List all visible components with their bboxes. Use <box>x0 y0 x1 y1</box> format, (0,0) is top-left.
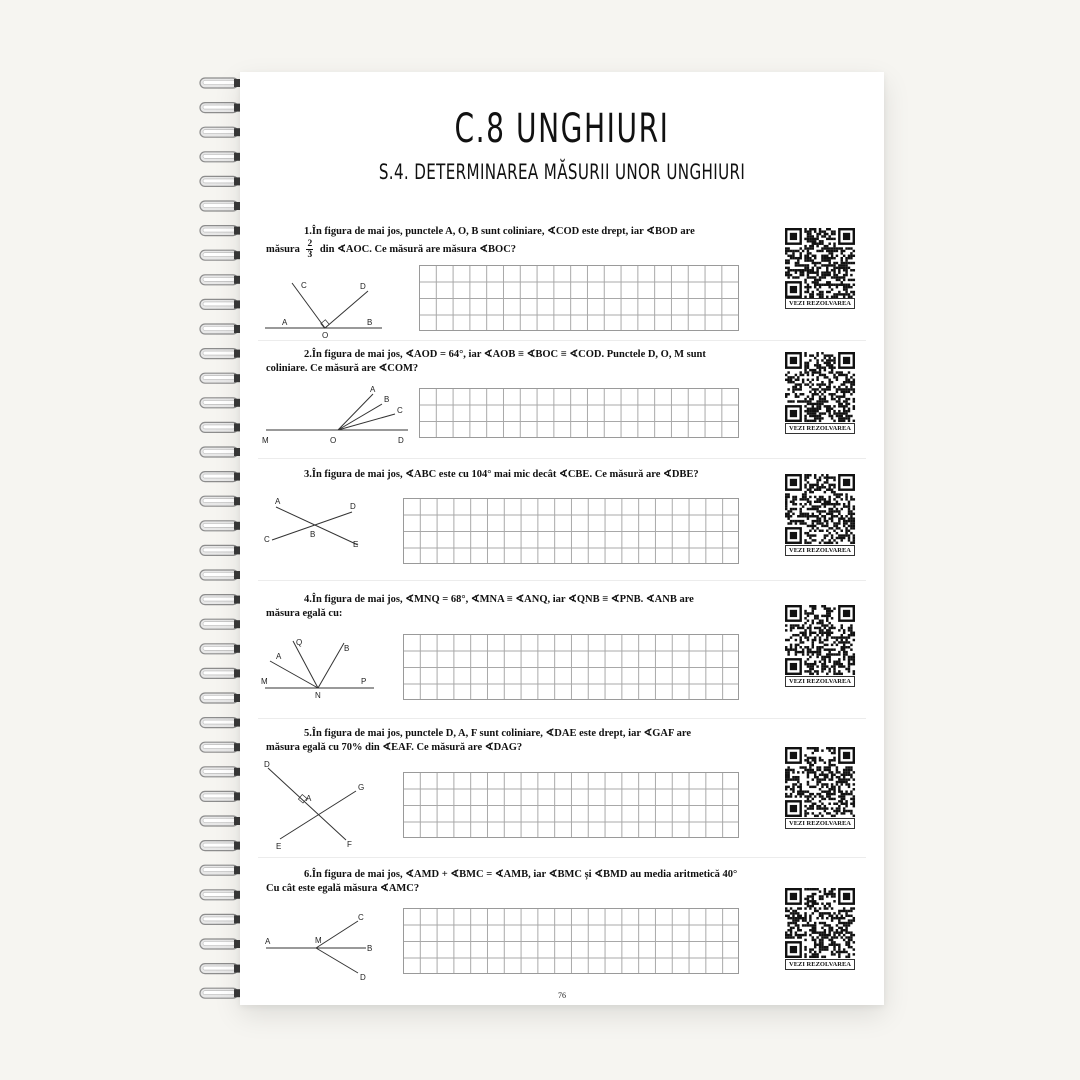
exercise-6-line2: Cu cât este egală măsura ∢AMC? <box>266 883 420 894</box>
binding-ring <box>200 742 240 752</box>
binding-ring <box>200 299 240 309</box>
binding-ring <box>200 250 240 260</box>
exercise-4-figure <box>260 633 380 713</box>
binding-ring <box>200 447 240 457</box>
point-label-F: F <box>347 840 352 849</box>
binding-ring <box>200 521 240 531</box>
point-label-E: E <box>353 540 359 549</box>
separator <box>258 857 866 858</box>
point-label-A: A <box>265 937 271 946</box>
exercise-3-line1: 3.În figura de mai jos, ∢ABC este cu 104° mai mic decât ∢CBE. Ce măsură are ∢DBE? <box>304 469 699 480</box>
binding-ring <box>200 865 240 875</box>
exercise-4 <box>240 593 884 718</box>
exercise-1-answer-grid[interactable] <box>419 265 739 331</box>
point-label-B: B <box>384 395 390 404</box>
qr-label[interactable]: VEZI REZOLVAREA <box>785 676 855 687</box>
binding-ring <box>200 767 240 777</box>
binding-ring <box>200 472 240 482</box>
fraction: $\frac{2}{3}$ <box>307 239 313 260</box>
exercise-1-statement <box>266 225 736 260</box>
qr-label[interactable]: VEZI REZOLVAREA <box>785 959 855 970</box>
binding-ring <box>200 988 240 998</box>
exercise-5-figure <box>260 759 380 849</box>
binding-ring <box>200 718 240 728</box>
point-label-O: O <box>322 331 329 340</box>
qr-code[interactable] <box>785 352 855 422</box>
exercise-6 <box>240 868 884 993</box>
binding-ring <box>200 693 240 703</box>
spiral-binding <box>198 70 244 1010</box>
binding-ring <box>200 422 240 432</box>
point-label-A: A <box>306 794 312 803</box>
exercise-2 <box>240 348 884 458</box>
separator <box>258 580 866 581</box>
exercise-6-line1: 6.În figura de mai jos, ∢AMD + ∢BMC = ∢AMB, iar ∢BMC și ∢BMD au media aritmetică 40° <box>304 869 738 880</box>
point-label-D: D <box>360 973 366 982</box>
point-label-E: E <box>276 842 282 851</box>
binding-ring <box>200 201 240 211</box>
binding-ring <box>200 398 240 408</box>
binding-ring <box>200 619 240 629</box>
binding-ring <box>200 841 240 851</box>
exercise-2-line2: coliniare. Ce măsură are ∢COM? <box>266 363 419 374</box>
point-label-M: M <box>315 936 322 945</box>
point-label-C: C <box>397 406 403 415</box>
exercise-2-answer-grid[interactable] <box>419 388 739 438</box>
point-label-D: D <box>360 282 366 291</box>
binding-ring <box>200 78 240 88</box>
exercise-4-line2: măsura egală cu: <box>266 608 343 619</box>
page-number: 76 <box>558 991 566 1000</box>
exercise-1-line2: măsura $\frac{2}{3}$ din ∢AOC. Ce măsură are măsura ∢BOC? <box>266 239 517 260</box>
qr-label[interactable]: VEZI REZOLVAREA <box>785 298 855 309</box>
qr-code[interactable] <box>785 888 855 958</box>
point-label-A: A <box>276 652 282 661</box>
exercise-1-line1: 1.În figura de mai jos, punctele A, O, B sunt coliniare, ∢COD este drept, iar ∢BOD are <box>304 226 695 237</box>
exercise-5-line1: 5.În figura de mai jos, punctele D, A, F sunt coliniare, ∢DAE este drept, iar ∢GAF are <box>304 728 692 739</box>
point-label-A: A <box>370 385 376 394</box>
binding-ring <box>200 668 240 678</box>
exercise-4-line1: 4.În figura de mai jos, ∢MNQ = 68°, ∢MNA ≡ ∢ANQ, iar ∢QNB ≡ ∢PNB. ∢ANB are <box>304 594 694 605</box>
separator <box>258 458 866 459</box>
qr-label[interactable]: VEZI REZOLVAREA <box>785 818 855 829</box>
exercise-2-figure <box>260 384 420 454</box>
binding-ring <box>200 939 240 949</box>
point-label-O: O <box>330 436 337 445</box>
qr-code[interactable] <box>785 228 855 298</box>
point-label-A: A <box>275 497 281 506</box>
binding-ring <box>200 964 240 974</box>
exercise-3-answer-grid[interactable] <box>403 498 739 564</box>
point-label-N: N <box>315 691 321 700</box>
separator <box>258 718 866 719</box>
binding-ring <box>200 816 240 826</box>
binding-ring <box>200 275 240 285</box>
binding-ring <box>200 890 240 900</box>
point-label-Q: Q <box>296 638 303 647</box>
qr-label[interactable]: VEZI REZOLVAREA <box>785 423 855 434</box>
workbook-page <box>240 72 884 1005</box>
exercise-5 <box>240 727 884 855</box>
exercise-5-answer-grid[interactable] <box>403 772 739 838</box>
exercise-4-statement <box>266 593 736 621</box>
binding-ring <box>200 226 240 236</box>
point-label-B: B <box>367 944 373 953</box>
exercise-3-statement <box>266 468 736 482</box>
separator <box>258 340 866 341</box>
binding-ring <box>200 791 240 801</box>
point-label-D: D <box>398 436 404 445</box>
binding-ring <box>200 914 240 924</box>
qr-label[interactable]: VEZI REZOLVAREA <box>785 545 855 556</box>
exercise-1 <box>240 225 884 340</box>
qr-code[interactable] <box>785 474 855 544</box>
point-label-B: B <box>310 530 316 539</box>
point-label-A: A <box>282 318 288 327</box>
binding-ring <box>200 349 240 359</box>
qr-code[interactable] <box>785 747 855 817</box>
section-subtitle: S.4. DETERMINAREA MĂSURII UNOR UNGHIURI <box>378 160 746 184</box>
binding-ring <box>200 496 240 506</box>
binding-ring <box>200 103 240 113</box>
exercise-3 <box>240 468 884 578</box>
point-label-M: M <box>262 436 269 445</box>
point-label-M: M <box>261 677 268 686</box>
point-label-D: D <box>350 502 356 511</box>
exercise-2-line1: 2.În figura de mai jos, ∢AOD = 64°, iar ∢AOB ≡ ∢BOC ≡ ∢COD. Punctele D, O, M sunt <box>304 349 706 360</box>
binding-ring <box>200 545 240 555</box>
exercise-3-figure <box>260 492 380 562</box>
binding-ring <box>200 644 240 654</box>
point-label-B: B <box>367 318 373 327</box>
qr-code[interactable] <box>785 605 855 675</box>
exercise-6-statement <box>266 868 761 896</box>
exercise-5-line2: măsura egală cu 70% din ∢EAF. Ce măsură are ∢DAG? <box>266 742 523 753</box>
point-label-C: C <box>301 281 307 290</box>
chapter-title: C.8 UNGHIURI <box>454 106 670 152</box>
point-label-B: B <box>344 644 350 653</box>
point-label-G: G <box>358 783 365 792</box>
binding-ring <box>200 127 240 137</box>
point-label-C: C <box>358 913 364 922</box>
exercise-1-figure <box>260 265 390 340</box>
exercise-2-statement <box>266 348 736 376</box>
point-label-D: D <box>264 760 270 769</box>
binding-ring <box>200 373 240 383</box>
binding-ring <box>200 324 240 334</box>
point-label-C: C <box>264 535 270 544</box>
exercise-6-answer-grid[interactable] <box>403 908 739 974</box>
binding-ring <box>200 152 240 162</box>
binding-ring <box>200 570 240 580</box>
point-label-P: P <box>361 677 367 686</box>
exercise-5-statement <box>266 727 736 755</box>
exercise-4-answer-grid[interactable] <box>403 634 739 700</box>
exercise-6-figure <box>260 908 380 988</box>
binding-ring <box>200 595 240 605</box>
binding-ring <box>200 176 240 186</box>
